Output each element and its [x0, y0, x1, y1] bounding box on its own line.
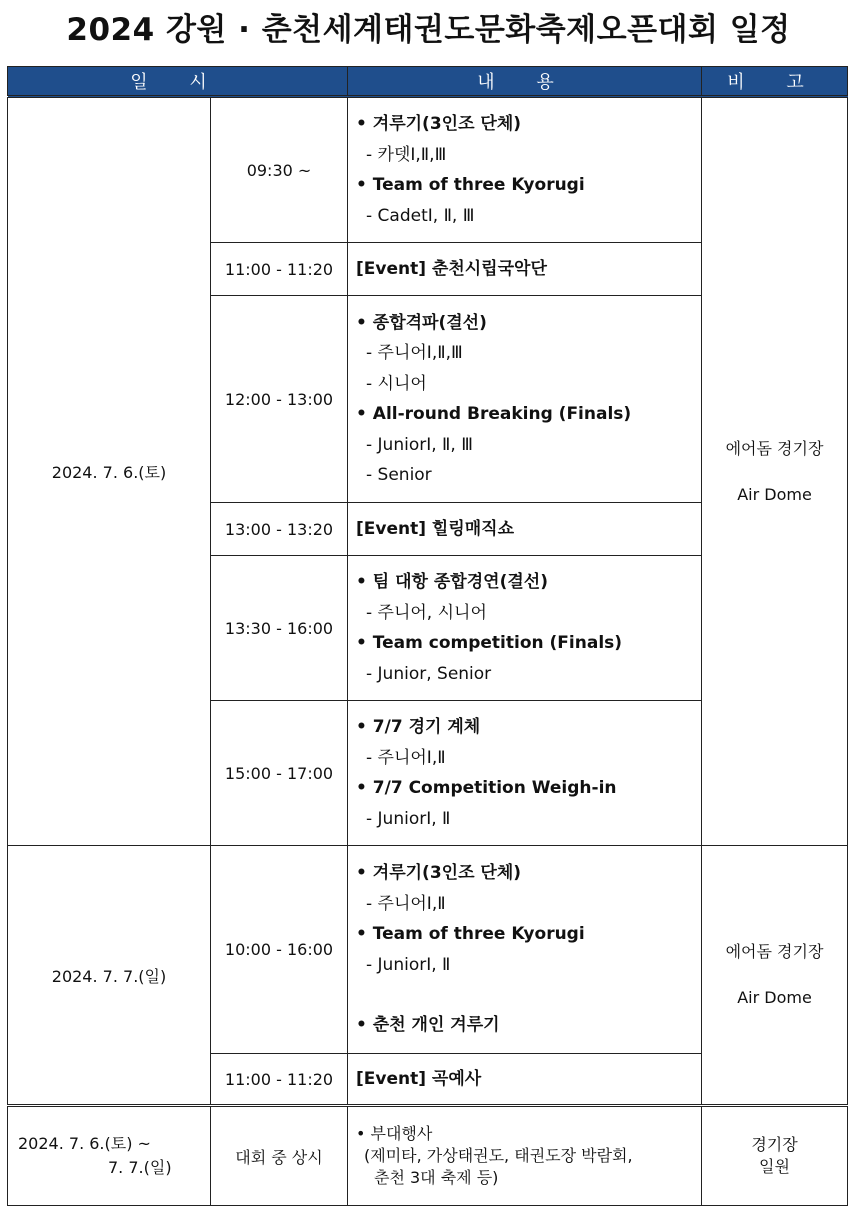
date-range-start: 2024. 7. 6.(토) ~ — [18, 1134, 151, 1153]
time-cell: 13:30 - 16:00 — [211, 556, 348, 701]
content-bullet: • 종합격파(결선) — [356, 312, 487, 333]
content-cell — [348, 503, 702, 556]
time-cell: 11:00 - 11:20 — [211, 243, 348, 296]
content-bullet: • 팀 대항 종합경연(결선) — [356, 572, 548, 592]
content-cell — [348, 701, 702, 846]
content-sub: - JuniorⅠ, Ⅱ, Ⅲ — [366, 434, 473, 455]
note-cell — [702, 846, 848, 1106]
content-sub: - 카뎃Ⅰ,Ⅱ,Ⅲ — [366, 144, 447, 165]
time-cell: 13:00 - 13:20 — [211, 503, 348, 556]
note-area: 일원 — [759, 1157, 790, 1176]
content-sub: - JuniorⅠ, Ⅱ — [366, 808, 451, 829]
note-place: 경기장 — [751, 1135, 798, 1154]
content-sub: - Junior, Senior — [366, 663, 492, 684]
content-sub: - Senior — [366, 465, 432, 485]
date-range-end: 7. 7.(일) — [108, 1158, 172, 1177]
content-bullet: • Team of three Kyorugi — [356, 175, 585, 195]
content-sub: 춘천 3대 축제 등) — [374, 1168, 499, 1187]
content-cell — [348, 846, 702, 1054]
content-cell — [348, 97, 702, 243]
event-label: [Event] 춘천시립국악단 — [356, 259, 547, 279]
time-cell: 15:00 - 17:00 — [211, 701, 348, 846]
header-content: 내 용 — [348, 67, 702, 97]
content-bullet: • 부대행사 — [356, 1124, 433, 1143]
date-cell: 2024. 7. 7.(일) — [8, 846, 211, 1106]
date-cell: 2024. 7. 6.(토) — [8, 97, 211, 846]
content-cell — [348, 556, 702, 701]
content-bullet: • 7/7 Competition Weigh-in — [356, 778, 617, 798]
date-cell — [8, 1106, 211, 1206]
content-sub: - 주니어, 시니어 — [366, 602, 487, 623]
note-venue-ko: 에어돔 경기장 — [725, 942, 824, 961]
table-row — [8, 97, 848, 243]
content-bullet: • 춘천 개인 겨루기 — [356, 1015, 500, 1036]
header-row — [8, 67, 848, 97]
content-sub: - 주니어Ⅰ,Ⅱ,Ⅲ — [366, 343, 463, 363]
note-cell — [702, 1106, 848, 1206]
event-label: [Event] 곡예사 — [356, 1069, 482, 1089]
content-cell — [348, 1054, 702, 1106]
content-sub: - 시니어 — [366, 373, 427, 394]
content-bullet: • Team of three Kyorugi — [356, 924, 585, 945]
table-row — [8, 846, 848, 1054]
time-cell: 12:00 - 13:00 — [211, 296, 348, 503]
content-sub: (제미타, 가상태권도, 태권도장 박람회, — [364, 1146, 633, 1165]
time-cell: 10:00 - 16:00 — [211, 846, 348, 1054]
table-row — [8, 1106, 848, 1206]
content-sub: - 주니어Ⅰ,Ⅱ — [366, 747, 446, 768]
note-venue-ko: 에어돔 경기장 — [725, 438, 824, 458]
note-cell — [702, 97, 848, 846]
note-venue-en: Air Dome — [737, 484, 812, 504]
content-sub: - 주니어Ⅰ,Ⅱ — [366, 893, 446, 914]
content-bullet: • 7/7 경기 계체 — [356, 717, 481, 737]
time-cell: 11:00 - 11:20 — [211, 1054, 348, 1106]
content-sub: - JuniorⅠ, Ⅱ — [366, 954, 451, 975]
content-cell — [348, 1106, 702, 1206]
time-cell: 대회 중 상시 — [211, 1106, 348, 1206]
content-cell — [348, 296, 702, 503]
note-venue-en: Air Dome — [737, 988, 812, 1007]
content-bullet: • 겨루기(3인조 단체) — [356, 863, 522, 884]
content-bullet: • 겨루기(3인조 단체) — [356, 114, 522, 134]
content-sub: - CadetⅠ, Ⅱ, Ⅲ — [366, 205, 475, 226]
page-title: 2024 강원 · 춘천세계태권도문화축제오픈대회 일정 — [66, 12, 791, 48]
content-bullet: • All-round Breaking (Finals) — [356, 404, 632, 424]
time-cell: 09:30 ~ — [211, 97, 348, 243]
header-date: 일 시 — [8, 67, 348, 97]
header-note: 비 고 — [702, 67, 848, 97]
event-label: [Event] 힐링매직쇼 — [356, 519, 515, 539]
content-cell — [348, 243, 702, 296]
content-bullet: • Team competition (Finals) — [356, 633, 623, 653]
schedule-table — [7, 66, 848, 1206]
